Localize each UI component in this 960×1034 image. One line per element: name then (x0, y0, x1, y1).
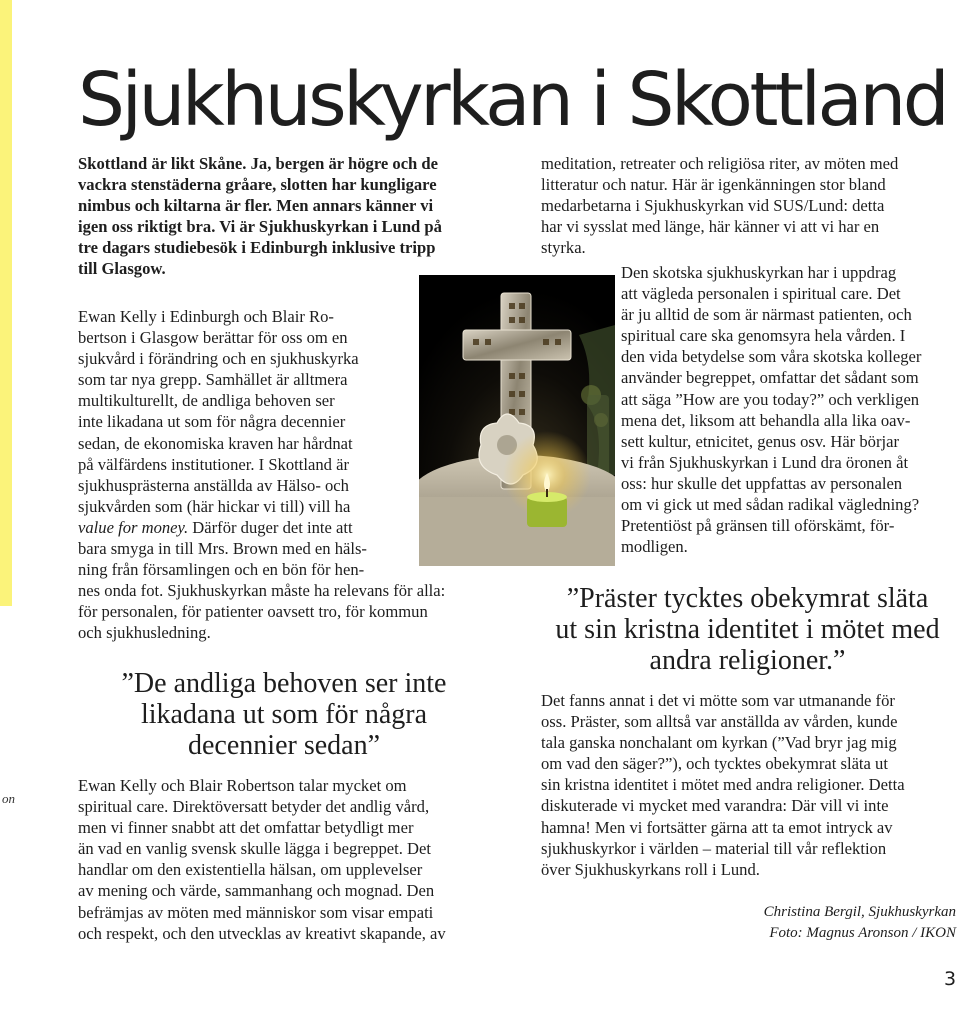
margin-text-fragment: on (2, 791, 15, 806)
quote-line: ut sin kristna identitet i mötet med (555, 614, 940, 645)
intro-line: tre dagars studiebesök i Edinburgh inklusive tripp (78, 238, 436, 258)
body-line: använder begreppet, omfattar det sådant som (621, 368, 919, 388)
body-line: spiritual care ska genomsyra hela vården. I (621, 326, 906, 346)
body-line: Den skotska sjukhuskyrkan har i uppdrag (621, 263, 897, 282)
left-body-paragraph (78, 306, 445, 644)
intro-paragraph (78, 153, 442, 280)
byline (764, 902, 956, 944)
intro-line: igen oss riktigt bra. Vi är Sjukhuskyrkan i Lund på (78, 217, 442, 237)
photo-credit: Foto: Magnus Aronson / IKON (769, 925, 956, 941)
body-line: sjukvården som (här hickar vi till) vill ha (78, 496, 351, 516)
body-line: sin kristna identitet i mötet med andra religioner. Detta (541, 775, 905, 795)
intro-line: vackra stenstäderna gråare, slotten har kungligare (78, 175, 437, 195)
body-line: för personalen, för patienter oavsett tro, för kommun (78, 602, 428, 622)
body-line: om vi gick ut med sådan radikal vägledning? (621, 495, 920, 515)
body-line: bertson i Glasgow berättar för oss om en (78, 328, 348, 348)
body-line: vi från Sjukhuskyrkan i Lund dra öronen åt (621, 452, 909, 472)
body-line: modligen. (621, 537, 688, 557)
body-line: inte likadana ut som för några decennier (78, 412, 346, 432)
body-line: medarbetarna i Sjukhuskyrkan vid SUS/Lund: detta (541, 196, 885, 216)
body-line: sjukhusprästerna anställda av Hälso- och (78, 475, 349, 495)
pull-quote-right (535, 583, 960, 676)
body-line: Pretentiöst på gränsen till oförskämt, för- (621, 516, 895, 536)
intro-line: till Glasgow. (78, 259, 166, 279)
body-line: litteratur och natur. Här är igenkänningen stor bland (541, 175, 886, 195)
body-line: styrka. (541, 238, 586, 258)
left-bottom-paragraph (78, 775, 446, 944)
body-line: sedan, de ekonomiska kraven har hårdnat (78, 433, 353, 453)
quote-line: ”De andliga behoven ser inte (121, 668, 447, 699)
article-photo (419, 275, 615, 566)
body-line: oss: hur skulle det uppfattas av personalen (621, 473, 903, 493)
body-line: att vägleda personalen i spiritual care. Det (621, 284, 901, 304)
quote-line: ”Präster tycktes obekymrat släta (566, 583, 929, 614)
body-line: oss. Präster, som alltså var anställda av vården, kunde (541, 712, 898, 732)
body-line: än vad en vanlig svensk skulle lägga i begreppet. Det (78, 839, 431, 859)
intro-line: nimbus och kiltarna är fler. Men annars känner vi (78, 196, 434, 216)
body-line: ning från församlingen och en bön för hen- (78, 560, 365, 580)
body-line: men vi finner snabbt att det omfattar betydligt mer (78, 818, 414, 838)
author-credit: Christina Bergil, Sjukhuskyrkan (763, 904, 956, 920)
body-line-rest: Därför duger det inte att (188, 517, 353, 537)
body-line: den vida betydelse som våra skotska kolleger (621, 347, 922, 367)
pull-quote-left (78, 668, 490, 761)
body-line: Ewan Kelly i Edinburgh och Blair Ro- (78, 307, 334, 326)
page-number: 3 (944, 968, 957, 990)
body-line: och respekt, och den utvecklas av kreativt skapande, av (78, 923, 446, 943)
body-line: spiritual care. Direktöversatt betyder det andlig vård, (78, 797, 430, 817)
body-line: multikulturellt, de andliga behoven ser (78, 391, 335, 411)
body-line: sjukvård i förändring och en sjukhuskyrka (78, 349, 359, 369)
body-line: hamna! Men vi fortsätter gärna att ta emot intryck av (541, 817, 893, 837)
body-line: att säga ”How are you today?” och verkligen (621, 389, 920, 409)
quote-line: likadana ut som för några (140, 699, 428, 730)
body-line: som tar nya grepp. Samhället är alltmera (78, 370, 348, 390)
body-line (78, 517, 445, 538)
body-line: Det fanns annat i det vi mötte som var utmanande för (541, 691, 895, 710)
body-line: över Sjukhuskyrkans roll i Lund. (541, 859, 760, 879)
body-line: meditation, retreater och religiösa riter, av möten med (541, 154, 899, 173)
body-line: av mening och värde, sammanhang och mognad. Den (78, 881, 435, 901)
body-line: tala ganska nonchalant om kyrkan (”Vad bryr jag mig (541, 733, 897, 753)
body-line: sjukhuskyrkor i världen – material till vår reflektion (541, 838, 887, 858)
yellow-margin-bar (0, 0, 12, 606)
quote-line: andra religioner.” (649, 645, 846, 676)
body-line: om vad den säger?”), och tycktes obekymrat släta ut (541, 754, 888, 774)
right-top-paragraph (541, 153, 898, 258)
page-title: Sjukhuskyrkan i Skottland (78, 57, 947, 143)
body-line: Ewan Kelly och Blair Robertson talar mycket om (78, 776, 407, 795)
quote-line: decennier sedan” (188, 730, 380, 761)
right-bottom-paragraph (541, 690, 905, 880)
body-line: nes onda fot. Sjukhuskyrkan måste ha relevans för alla: (78, 581, 446, 601)
body-line: är ju alltid de som är närmast patienten, och (621, 305, 912, 325)
body-line: diskuterade vi mycket med varandra: Där vill vi inte (541, 796, 889, 816)
body-line: på välfärdens institutioner. I Skottland är (78, 454, 349, 474)
body-line: befrämjas av möten med människor som visar empati (78, 902, 434, 922)
cross-candle-photo (419, 275, 615, 566)
value-for-money-phrase: value for money. (78, 517, 189, 537)
body-line: och sjukhusledning. (78, 623, 211, 643)
intro-line: Skottland är likt Skåne. Ja, bergen är högre och de (78, 154, 439, 173)
body-line: sett kultur, etnicitet, genus osv. Här börjar (621, 431, 899, 451)
body-line: bara smyga in till Mrs. Brown med en häls- (78, 539, 367, 559)
body-line: handlar om den existentiella hälsan, om upplevelser (78, 860, 423, 880)
body-line: har vi sysslat med länge, här känner vi att vi har en (541, 217, 880, 237)
right-narrow-paragraph (621, 262, 921, 557)
body-line: mena det, liksom att behandla alla lika oav- (621, 410, 911, 430)
